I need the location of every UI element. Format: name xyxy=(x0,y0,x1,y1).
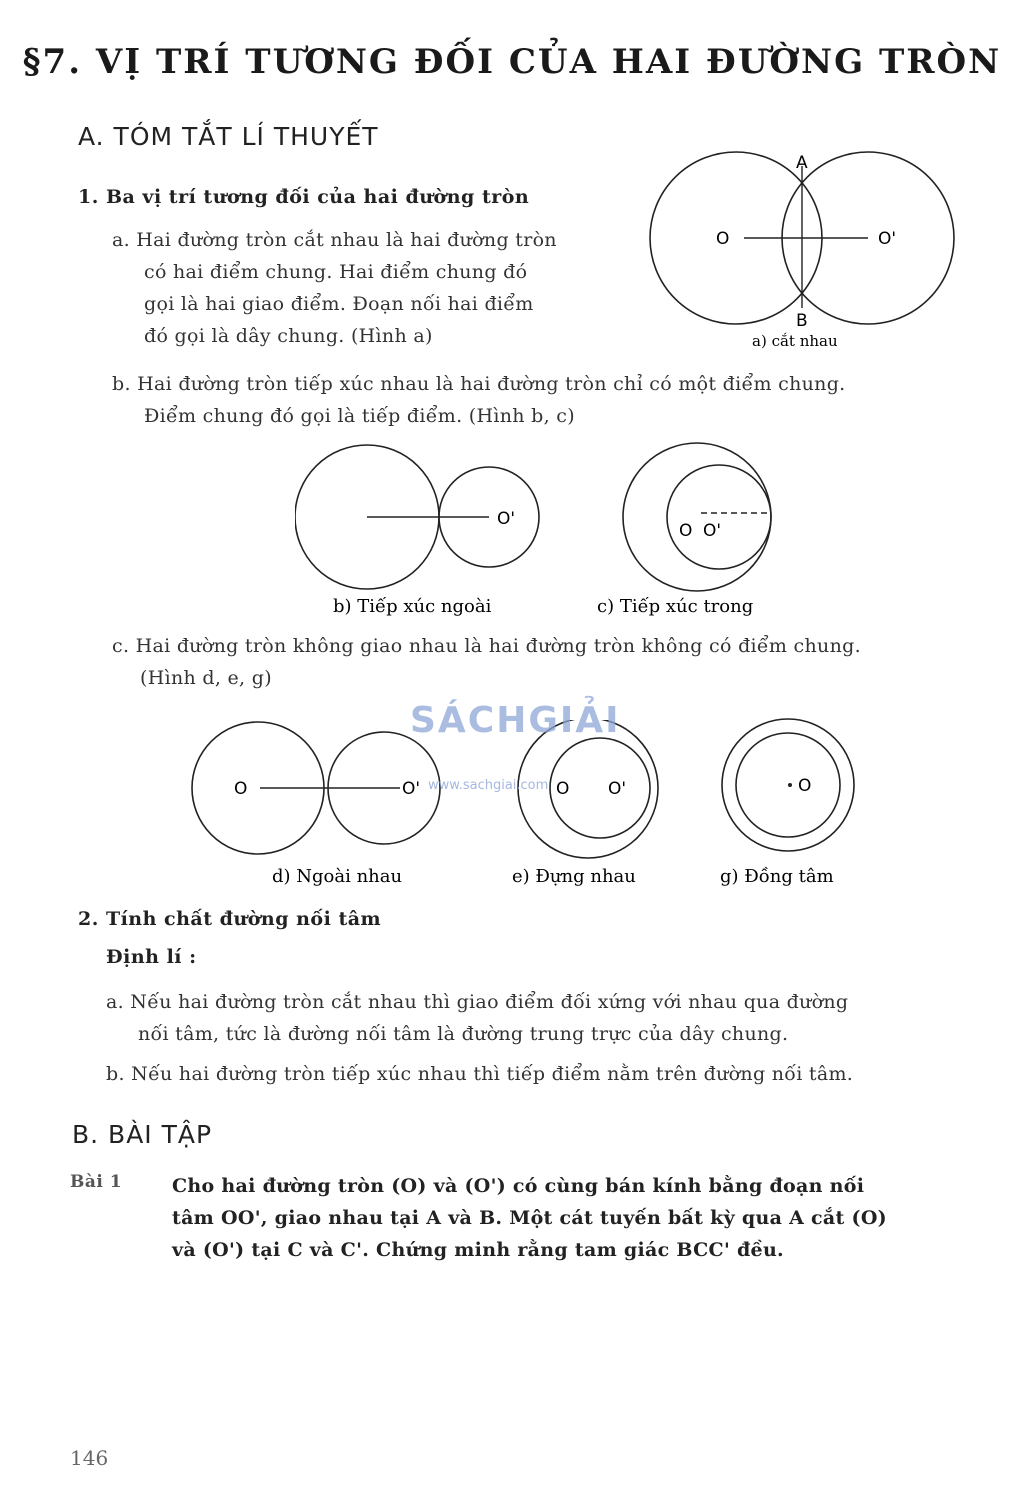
label-o-prime: O' xyxy=(402,779,421,799)
text-line: tâm OO', giao nhau tại A và B. Một cát tuyến bất kỳ qua A cắt (O) xyxy=(172,1207,887,1229)
part2-b-text: b. Nếu hai đường tròn tiếp xúc nhau thì tiếp điểm nằm trên đường nối tâm. xyxy=(106,1063,854,1085)
exercise-label: Bài 1 xyxy=(70,1172,123,1192)
text-line: có hai điểm chung. Hai điểm chung đó xyxy=(144,261,528,283)
center-point xyxy=(788,783,792,787)
circle-o-prime xyxy=(667,465,771,569)
part2-heading: 2. Tính chất đường nối tâm xyxy=(78,908,382,930)
caption-a: a) cắt nhau xyxy=(752,332,838,350)
caption-d: d) Ngoài nhau xyxy=(272,866,403,887)
label-o: O xyxy=(798,776,812,796)
figure-a-intersecting xyxy=(640,148,970,353)
theorem-label: Định lí : xyxy=(106,946,197,968)
label-o-prime: O' xyxy=(608,779,627,799)
text-line: b. Hai đường tròn tiếp xúc nhau là hai đường tròn chỉ có một điểm chung. xyxy=(112,373,846,395)
label-a: A xyxy=(796,153,808,173)
figure-e-contained xyxy=(500,720,680,895)
text-line: (Hình d, e, g) xyxy=(140,667,272,689)
part1-c-text xyxy=(112,630,1002,694)
caption-c: c) Tiếp xúc trong xyxy=(597,596,754,617)
part1-b-text xyxy=(112,368,1002,432)
label-o-prime: O' xyxy=(497,509,516,529)
watermark-logo: SÁCHGIẢI xyxy=(410,700,621,741)
page-title: §7. VỊ TRÍ TƯƠNG ĐỐI CỦA HAI ĐƯỜNG TRÒN xyxy=(22,42,1002,82)
caption-g: g) Đồng tâm xyxy=(720,866,834,887)
figure-g-concentric xyxy=(710,715,870,895)
text-line: Điểm chung đó gọi là tiếp điểm. (Hình b, c) xyxy=(144,405,575,427)
page-number: 146 xyxy=(70,1446,109,1470)
part1-heading: 1. Ba vị trí tương đối của hai đường tròn xyxy=(78,186,530,208)
label-o-prime: O' xyxy=(703,521,722,541)
figure-c-internal-tangent xyxy=(595,440,815,620)
text-line: nối tâm, tức là đường nối tâm là đường trung trực của dây chung. xyxy=(138,1023,789,1045)
caption-b: b) Tiếp xúc ngoài xyxy=(333,596,492,617)
text-line: đó gọi là dây chung. (Hình a) xyxy=(144,325,433,347)
text-line: a. Nếu hai đường tròn cắt nhau thì giao điểm đối xứng với nhau qua đường xyxy=(106,991,849,1013)
label-b: B xyxy=(796,311,808,331)
text-line: a. Hai đường tròn cắt nhau là hai đường tròn xyxy=(112,229,557,251)
text-line: gọi là hai giao điểm. Đoạn nối hai điểm xyxy=(144,293,534,315)
label-o: O xyxy=(679,521,693,541)
figure-d-separate xyxy=(190,720,450,895)
circle-o xyxy=(623,443,771,591)
section-b-heading: B. BÀI TẬP xyxy=(72,1120,213,1149)
figure-b-external-tangent xyxy=(295,440,555,620)
text-line: và (O') tại C và C'. Chứng minh rằng tam giác BCC' đều. xyxy=(172,1239,784,1261)
label-o: O xyxy=(556,779,570,799)
label-o-prime: O' xyxy=(878,229,897,249)
part1-a-text xyxy=(112,224,612,352)
watermark-url: www.sachgiai.com xyxy=(428,778,549,793)
exercise-text xyxy=(172,1170,1002,1266)
text-line: c. Hai đường tròn không giao nhau là hai đường tròn không có điểm chung. xyxy=(112,635,861,657)
caption-e: e) Đựng nhau xyxy=(512,866,636,887)
label-o: O xyxy=(234,779,248,799)
section-a-heading: A. TÓM TẮT LÍ THUYẾT xyxy=(78,122,379,151)
text-line: Cho hai đường tròn (O) và (O') có cùng bán kính bằng đoạn nối xyxy=(172,1175,865,1197)
label-o: O xyxy=(716,229,730,249)
part2-a-text xyxy=(106,986,1006,1050)
